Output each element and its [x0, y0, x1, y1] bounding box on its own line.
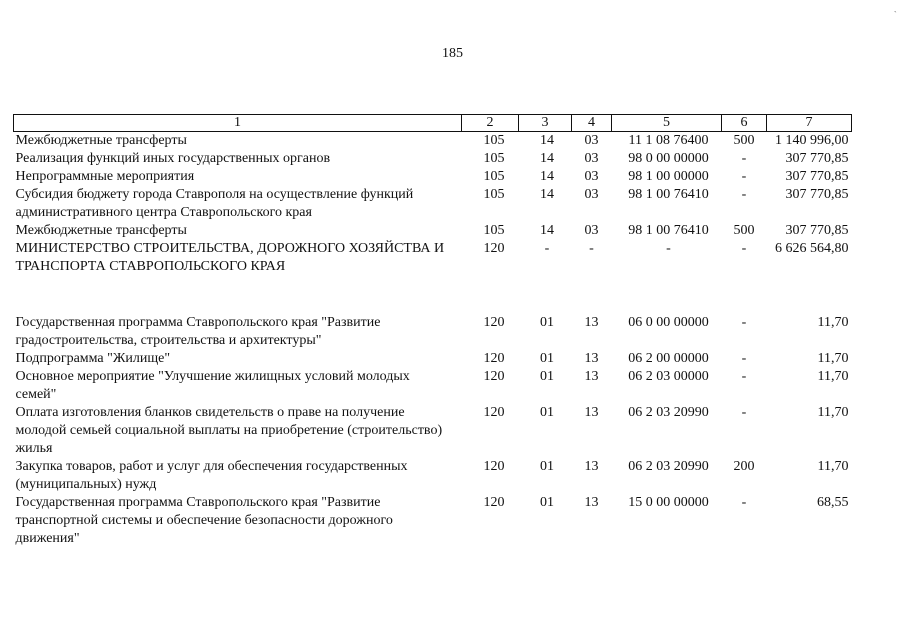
row-code-4: 13 [584, 459, 599, 474]
table-header-row [14, 115, 852, 132]
row-code-6: - [741, 241, 747, 256]
row-name: Оплата изготовления бланков свидетельств о праве на получение молодой семьей социальной выплаты на приобретение (строительство) жилья [15, 405, 443, 456]
table-row [14, 168, 852, 186]
table-row [14, 404, 852, 458]
row-code-2: 105 [483, 223, 505, 238]
row-name: Субсидия бюджету города Ставрополя на осуществление функций административного центра Ставропольского края [15, 187, 414, 220]
row-code-6: 500 [733, 133, 755, 148]
table-row [14, 368, 852, 404]
row-code-3: 01 [540, 315, 554, 330]
budget-table [13, 114, 852, 548]
row-name: Межбюджетные трансферты [15, 133, 187, 148]
row-amount: 11,70 [817, 351, 849, 366]
table-row [14, 186, 852, 222]
row-code-5: 06 2 00 00000 [628, 351, 709, 366]
row-name: Государственная программа Ставропольского края "Развитие транспортной системы и обеспечение безопасности дорожного движения" [15, 495, 393, 546]
row-code-6: - [741, 315, 747, 330]
column-header-7: 7 [767, 115, 852, 132]
row-code-5: 98 0 00 00000 [628, 151, 709, 166]
row-amount: 68,55 [817, 495, 849, 510]
row-code-6: - [741, 351, 747, 366]
row-code-3: - [544, 241, 550, 256]
row-code-6: - [741, 187, 747, 202]
row-amount: 307 770,85 [785, 223, 849, 238]
row-name: Межбюджетные трансферты [15, 223, 187, 238]
row-code-5: - [666, 241, 671, 256]
row-code-2: 120 [483, 241, 505, 256]
row-code-4: 03 [584, 133, 599, 148]
column-header-6: 6 [722, 115, 767, 132]
row-code-3: 14 [540, 151, 554, 166]
table-row [14, 350, 852, 368]
row-code-6: - [741, 169, 747, 184]
row-amount: 307 770,85 [785, 151, 849, 166]
row-code-4: 13 [584, 495, 599, 510]
row-code-2: 105 [483, 133, 505, 148]
table-row [14, 222, 852, 240]
row-name: Подпрограмма "Жилище" [15, 351, 171, 366]
row-code-3: 01 [540, 459, 554, 474]
row-code-2: 105 [483, 187, 505, 202]
row-code-4: 13 [584, 405, 599, 420]
row-name: Закупка товаров, работ и услуг для обеспечения государственных (муниципальных) нужд [15, 459, 408, 492]
row-name: Государственная программа Ставропольского края "Развитие градостроительства, строительства и архитектуры" [15, 315, 381, 348]
row-code-4: - [589, 241, 594, 256]
row-amount: 11,70 [817, 405, 849, 420]
page-number: 185 [442, 46, 463, 61]
row-code-2: 120 [483, 459, 505, 474]
row-amount: 11,70 [817, 315, 849, 330]
row-code-4: 03 [584, 223, 599, 238]
row-code-2: 120 [483, 369, 505, 384]
row-name: Основное мероприятие "Улучшение жилищных условий молодых семей" [15, 369, 410, 402]
table-row [14, 314, 852, 350]
row-code-6: 200 [733, 459, 755, 474]
column-header-3: 3 [519, 115, 572, 132]
row-code-5: 06 2 03 20990 [628, 405, 709, 420]
column-header-1: 1 [14, 115, 462, 132]
row-code-4: 13 [584, 315, 599, 330]
row-code-6: 500 [733, 223, 755, 238]
corner-mark: ˎ [893, 2, 897, 13]
row-code-5: 98 1 00 76410 [628, 187, 709, 202]
row-amount: 11,70 [817, 369, 849, 384]
row-code-5: 06 0 00 00000 [628, 315, 709, 330]
row-code-4: 03 [584, 151, 599, 166]
table-row [14, 132, 852, 151]
row-code-2: 120 [483, 315, 505, 330]
row-code-6: - [741, 369, 747, 384]
row-code-6: - [741, 151, 747, 166]
row-code-4: 03 [584, 187, 599, 202]
row-code-5: 11 1 08 76400 [628, 133, 709, 148]
table-row [14, 150, 852, 168]
row-amount: 6 626 564,80 [775, 241, 849, 256]
row-amount: 307 770,85 [785, 169, 849, 184]
row-code-6: - [741, 405, 747, 420]
row-code-2: 105 [483, 169, 505, 184]
column-header-4: 4 [572, 115, 612, 132]
row-code-5: 06 2 03 00000 [628, 369, 709, 384]
row-code-3: 14 [540, 187, 554, 202]
row-code-5: 98 1 00 76410 [628, 223, 709, 238]
row-amount: 307 770,85 [785, 187, 849, 202]
row-name: МИНИСТЕРСТВО СТРОИТЕЛЬСТВА, ДОРОЖНОГО ХОЗЯЙСТВА И ТРАНСПОРТА СТАВРОПОЛЬСКОГО КРАЯ [15, 241, 445, 274]
row-code-3: 01 [540, 351, 554, 366]
row-code-2: 120 [483, 405, 505, 420]
row-code-3: 01 [540, 495, 554, 510]
row-code-5: 06 2 03 20990 [628, 459, 709, 474]
row-code-4: 03 [584, 169, 599, 184]
column-header-5: 5 [612, 115, 722, 132]
table-spacer-row [14, 276, 852, 314]
column-header-2: 2 [462, 115, 519, 132]
row-code-2: 120 [483, 495, 505, 510]
row-code-3: 14 [540, 223, 554, 238]
row-code-4: 13 [584, 369, 599, 384]
row-code-3: 01 [540, 405, 554, 420]
row-code-5: 15 0 00 00000 [628, 495, 709, 510]
row-code-3: 14 [540, 169, 554, 184]
row-amount: 1 140 996,00 [775, 133, 849, 148]
row-code-4: 13 [584, 351, 599, 366]
row-amount: 11,70 [817, 459, 849, 474]
row-code-5: 98 1 00 00000 [628, 169, 709, 184]
table-row [14, 494, 852, 548]
row-code-3: 01 [540, 369, 554, 384]
row-code-2: 120 [483, 351, 505, 366]
row-code-2: 105 [483, 151, 505, 166]
table-row [14, 458, 852, 494]
row-code-6: - [741, 495, 747, 510]
table-row-ministry [14, 240, 852, 276]
row-code-3: 14 [540, 133, 554, 148]
row-name: Непрограммные мероприятия [15, 169, 195, 184]
spacer-cell [14, 276, 852, 314]
row-name: Реализация функций иных государственных органов [15, 151, 331, 166]
